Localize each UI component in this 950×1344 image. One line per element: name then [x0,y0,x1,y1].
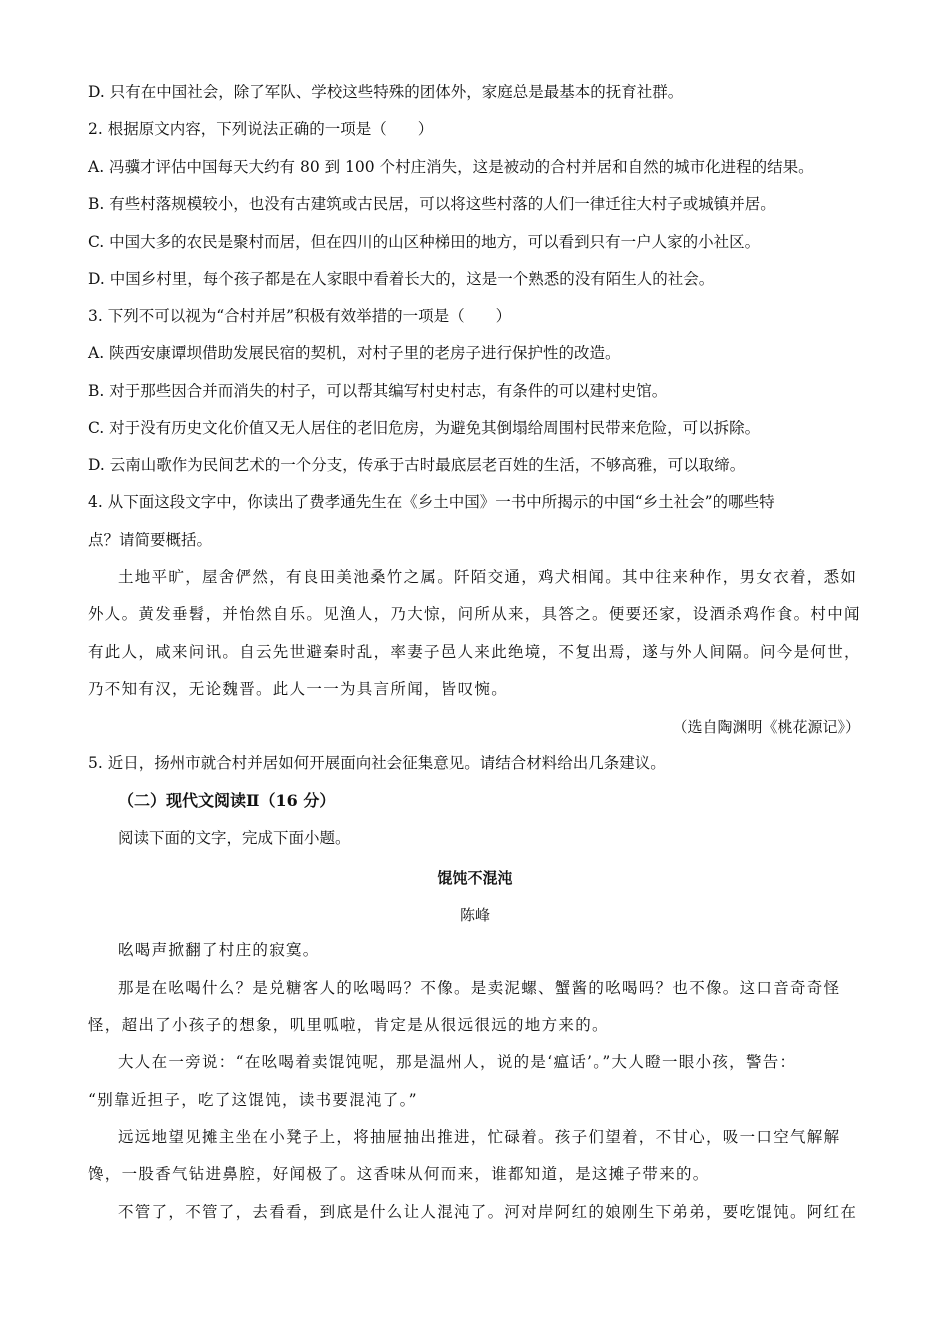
quote-source: （选自陶渊明《桃花源记》） [672,718,860,736]
question-3-option-b: B. 对于那些因合并而消失的村子，可以帮其编写村史村志，有条件的可以建村史馆。 [88,382,668,400]
story-paragraph: 远远地望见摊主坐在小凳子上，将抽屉抽出推进，忙碌着。孩子们望着，不甘心，吸一口空气解解 [118,1128,841,1146]
section-heading: （二）现代文阅读Ⅱ（16 分） [118,791,336,810]
question-2-option-d: D. 中国乡村里，每个孩子都是在人家眼中看着长大的，这是一个熟悉的没有陌生人的社会。 [88,270,715,288]
story-author: 陈峰 [459,906,490,924]
story-title: 馄饨不混沌 [437,869,513,887]
story-paragraph-cont: 怪，超出了小孩子的想象，叽里呱啦，肯定是从很远很远的地方来的。 [88,1016,609,1034]
quote-line: 有此人，咸来问讯。自云先世避秦时乱，率妻子邑人来此绝境，不复出焉，遂与外人间隔。问今是何世， [88,643,861,661]
question-3-option-d: D. 云南山歌作为民间艺术的一个分支，传承于古时最底层老百姓的生活，不够高雅，可以取缔。 [88,456,746,474]
question-4-stem: 4. 从下面这段文字中，你读出了费孝通先生在《乡土中国》一书中所揭示的中国“乡土社会”的哪些特 [88,493,775,511]
question-2-option-c: C. 中国大多的农民是聚村而居，但在四川的山区种梯田的地方，可以看到只有一户人家的小社区。 [88,233,761,251]
story-paragraph-cont: 馋，一股香气钻进鼻腔，好闻极了。这香味从何而来，谁都知道，是这摊子带来的。 [88,1165,710,1183]
reading-instruction: 阅读下面的文字，完成下面小题。 [118,829,351,847]
question-3-option-c: C. 对于没有历史文化价值又无人居住的老旧危房，为避免其倒塌给周围村民带来危险，可以拆除。 [88,419,761,437]
question-2-option-b: B. 有些村落规模较小，也没有古建筑或古民居，可以将这些村落的人们一律迁往大村子或城镇并居。 [88,195,776,213]
question-3-stem: 3. 下列不可以视为“合村并居”积极有效举措的一项是（ ） [88,307,512,325]
question-1-option-d: D. 只有在中国社会，除了军队、学校这些特殊的团体外，家庭总是最基本的抚育社群。 [88,83,684,101]
story-paragraph: 那是在吆喝什么？是兑糖客人的吆喝吗？不像。是卖泥螺、蟹酱的吆喝吗？也不像。这口音奇奇怪 [118,979,841,997]
quote-line: 乃不知有汉，无论魏晋。此人一一为具言所闻，皆叹惋。 [88,680,509,698]
question-2-option-a: A. 冯骥才评估中国每天大约有 80 到 100 个村庄消失，这是被动的合村并居和自然的城市化进程的结果。 [88,158,814,176]
story-paragraph: 不管了，不管了，去看看，到底是什么让人混沌了。河对岸阿红的娘刚生下弟弟，要吃馄饨。阿红在 [118,1203,858,1221]
story-paragraph: 吆喝声掀翻了村庄的寂寞。 [118,941,320,959]
question-4-stem-cont: 点？请简要概括。 [88,531,213,549]
quote-line: 外人。黄发垂髫，并怡然自乐。见渔人，乃大惊，问所从来，具答之。便要还家，设酒杀鸡作食。村中闻 [88,605,861,623]
story-paragraph-cont: “别靠近担子，吃了这馄饨，读书要混沌了。” [88,1091,418,1109]
question-3-option-a: A. 陕西安康谭坝借助发展民宿的契机，对村子里的老房子进行保护性的改造。 [88,344,621,362]
question-2-stem: 2. 根据原文内容，下列说法正确的一项是（ ） [88,120,434,138]
question-5-stem: 5. 近日，扬州市就合村并居如何开展面向社会征集意见。请结合材料给出几条建议。 [88,754,666,772]
story-paragraph: 大人在一旁说：“在吆喝着卖馄饨呢，那是温州人，说的是‘瘟话’。”大人瞪一眼小孩，警告： [118,1053,797,1071]
quote-line: 土地平旷，屋舍俨然，有良田美池桑竹之属。阡陌交通，鸡犬相闻。其中往来种作，男女衣着，悉如 [118,568,858,586]
